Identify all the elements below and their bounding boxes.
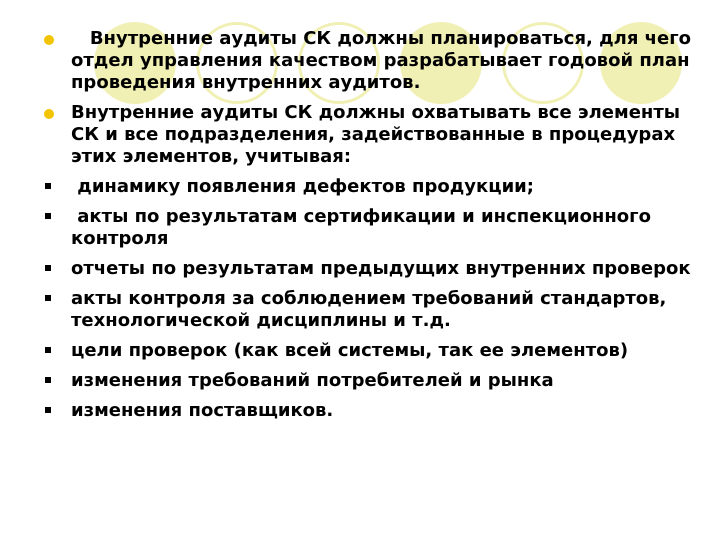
list-item-text: Внутренние аудиты СК должны планироваться, для чего отдел управления качеством разрабатывает годовой план проведения внутренних аудитов. bbox=[71, 28, 698, 93]
list-item bbox=[44, 340, 694, 362]
round-bullet-icon bbox=[44, 109, 54, 119]
list-item-text: акты контроля за соблюдением требований стандартов, технологической дисциплины и т.д. bbox=[71, 288, 673, 331]
list-item bbox=[44, 288, 694, 332]
square-bullet-icon bbox=[45, 407, 51, 413]
square-bullet-icon bbox=[45, 265, 51, 271]
list-item-text: изменения требований потребителей и рынка bbox=[71, 370, 554, 391]
list-item bbox=[44, 176, 694, 198]
list-item-text: акты по результатам сертификации и инспекционного контроля bbox=[71, 206, 658, 249]
list-item bbox=[44, 370, 694, 392]
list-item bbox=[44, 206, 694, 250]
square-bullet-icon bbox=[45, 295, 51, 301]
list-item bbox=[44, 102, 694, 168]
square-bullet-icon bbox=[45, 213, 51, 219]
list-item-text: Внутренние аудиты СК должны охватывать все элементы СК и все подразделения, задействованные в процедурах этих элементов, учитывая: bbox=[71, 102, 687, 167]
list-item-text: цели проверок (как всей системы, так ее элементов) bbox=[71, 340, 629, 361]
round-bullet-icon bbox=[44, 35, 54, 45]
square-bullet-icon bbox=[45, 183, 51, 189]
list-item-text: отчеты по результатам предыдущих внутренних проверок bbox=[71, 258, 691, 279]
list-item bbox=[44, 400, 694, 422]
list-item-text: изменения поставщиков. bbox=[71, 400, 334, 421]
square-bullet-icon bbox=[45, 377, 51, 383]
list-item-text: динамику появления дефектов продукции; bbox=[71, 176, 534, 197]
list-item bbox=[44, 28, 698, 94]
square-bullet-icon bbox=[45, 347, 51, 353]
list-item bbox=[44, 258, 694, 280]
bullet-list bbox=[44, 28, 698, 430]
